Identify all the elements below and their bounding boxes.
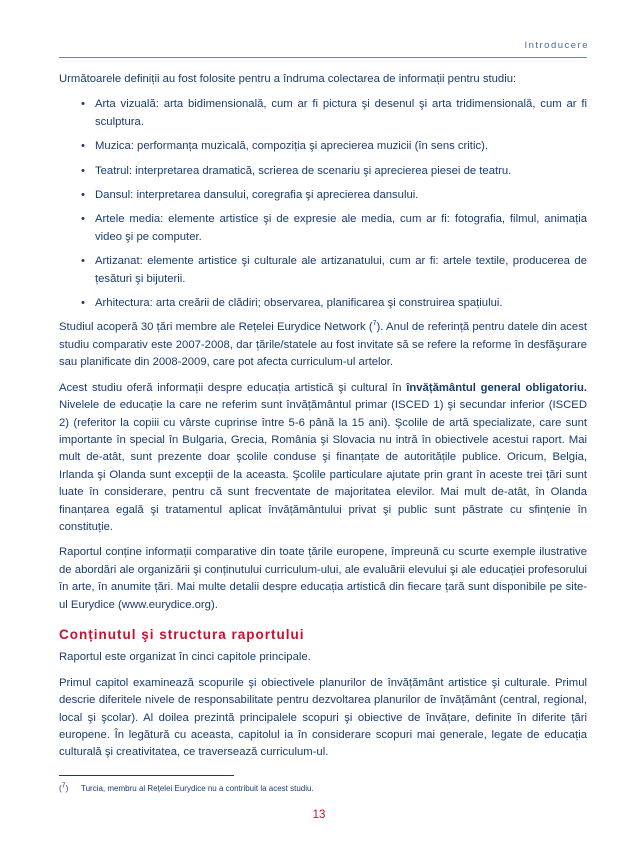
bullet-icon: •	[81, 140, 85, 153]
bullet-icon: •	[81, 255, 85, 268]
list-item: • Muzica: performanța muzicală, compoziția şi aprecierea muzicii (în sens critic).	[59, 138, 587, 155]
coverage-paragraph: Studiul acoperă 30 țări membre ale Rețelei Eurydice Network ($^7$). Anul de referință pentru datele din acest studiu comparativ este 2007-2008, dar țările/statele au fost invitate să se refere la reforme în desfăşurare sau planificate din 2008-2009, care pot afecta curriculum-ul artelor.	[59, 320, 587, 369]
list-item: • Dansul: interpretarea dansului, coregrafia şi aprecierea dansului.	[59, 187, 587, 204]
bullet-icon: •	[81, 98, 85, 111]
list-item: • Arta vizuală: arta bidimensională, cum ar fi pictura şi desenul şi arta tridimensională, cum ar fi sculptura.	[81, 98, 587, 128]
bullet-icon: •	[81, 213, 85, 226]
definitions-list	[59, 96, 587, 312]
bullet-icon: •	[81, 189, 85, 202]
page-number: 13	[312, 809, 326, 821]
page-body	[59, 71, 587, 770]
list-item: • Arhitectura: arta creării de clădiri; observarea, planificarea şi construirea spațiului.	[59, 295, 587, 312]
bullet-icon: •	[81, 164, 85, 177]
list-item: • Artizanat: elemente artistice şi culturale ale artizanatului, cum ar fi: artele textile, producerea de țesături şi bijuterii.	[81, 255, 587, 285]
running-header: Introducere	[524, 40, 589, 51]
emphasis-text: învățământul general obligatoriu.	[406, 381, 587, 394]
scope-paragraph: Acest studiu oferă informații despre educația artistică şi cultural în învățământul general obligatoriu. Nivelele de educație la care ne referim sunt învățământul primar (ISCED 1) şi secundar inferior (ISCED 2) (referitor la copiii cu vârste cuprinse între 5-6 până la 15 ani). Şcolile de artă specializate, care sunt importante în special în Bulgaria, Grecia, România şi Slovacia nu intră în obiectivele acestui raport. Mai mult de-atât, sunt prezente doar şcolile conduse şi finanțate de autoritățile publice. Oricum, Belgia, Irlanda şi Olanda sunt excepții de la aceasta. Şcolile particulare ajutate prin grant în aceste trei țări sunt luate în considerare, pentru că sunt frecventate de majoritatea elevilor. Mai mult de-atât, în Olanda finanțarea egală şi tratamentul aplicat învățământului privat şi public sunt păstrate cu sfințenie în constituție.	[59, 381, 587, 533]
footnote	[59, 784, 314, 793]
content-paragraph: Raportul conține informații comparative din toate țările europene, împreună cu scurte exemple ilustrative de abordări ale organizării şi conținutului curriculum-ului, ale evaluării elevului şi ale educației profesorului în arte, în anumite țări. Mai multe detalii despre educația artistică din fiecare țară sunt disponibile pe site-ul Eurydice (www.eurydice.org).	[59, 546, 587, 611]
intro-paragraph: Următoarele definiții au fost folosite pentru a îndruma colectarea de informații pentru studiu:	[59, 73, 517, 85]
chapter-one-paragraph: Primul capitol examinează scopurile şi obiectivele planurilor de învățământ artistice şi culturale. Primul descrie diferitele nivele de responsabilitate pentru dezvoltarea planurilor de învățământ (central, regional, local şi şcolar). Al doilea prezintă principalele scopuri şi obiective de învățare, definite în diferite țări europene. În legătură cu aceasta, capitolul ia în considerare scopuri mai generale, legate de educația culturală şi creativitatea, ce traversează curriculum-ul.	[59, 676, 587, 759]
header-rule	[59, 57, 587, 58]
bullet-icon: •	[81, 297, 85, 310]
footnote-rule	[59, 775, 234, 776]
footnote-reference[interactable]: 7	[372, 320, 377, 328]
footnote-text: Turcia, membru al Rețelei Eurydice nu a contribuit la acest studiu.	[81, 784, 314, 793]
list-item: • Teatrul: interpretarea dramatică, scrierea de scenariu şi aprecierea piesei de teatru.	[59, 163, 587, 180]
footnote-marker: ($^7$)	[59, 782, 69, 793]
list-item: • Artele media: elemente artistice şi de expresie ale media, cum ar fi: fotografia, filmul, animația video şi pe computer.	[81, 213, 587, 243]
structure-paragraph: Raportul este organizat în cinci capitole principale.	[59, 651, 311, 664]
section-heading: Conținutul şi structura raportului	[59, 626, 305, 642]
